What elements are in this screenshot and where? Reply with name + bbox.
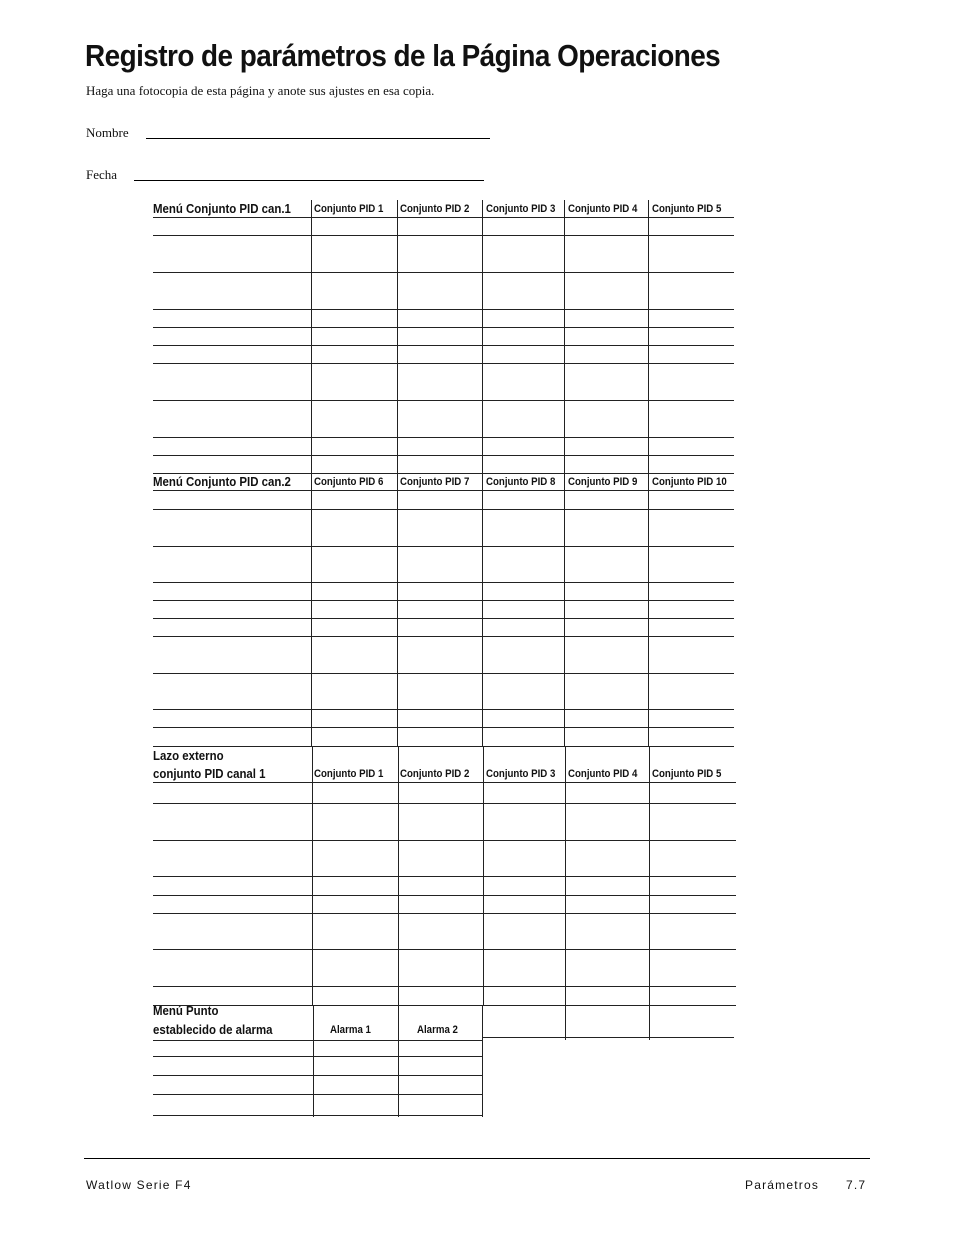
grid-column-line xyxy=(398,1005,399,1117)
grid-row-line xyxy=(153,1094,482,1095)
grid-row-line xyxy=(153,309,734,310)
section1-label: Menú Conjunto PID can.1 xyxy=(153,201,291,216)
footer-rule xyxy=(84,1158,870,1159)
grid-column-line xyxy=(564,200,565,473)
grid-column-line xyxy=(398,747,399,1005)
grid-row-line xyxy=(153,1056,482,1057)
grid-column-line xyxy=(482,473,483,747)
grid-row-line xyxy=(153,235,734,236)
grid-column-line xyxy=(397,200,398,473)
section2-col-5: Conjunto PID 10 xyxy=(652,476,727,488)
section1-col-2: Conjunto PID 2 xyxy=(400,203,470,215)
grid-row-line xyxy=(153,327,734,328)
grid-row-line xyxy=(153,1075,482,1076)
date-field-line[interactable] xyxy=(134,180,484,181)
section3-col-1: Conjunto PID 1 xyxy=(314,768,384,780)
grid-row-line xyxy=(153,272,734,273)
section3-label-line2: conjunto PID canal 1 xyxy=(153,766,266,781)
instructions-text: Haga una fotocopia de esta página y anote sus ajustes en esa copia. xyxy=(86,83,435,98)
grid-column-line xyxy=(312,747,313,1005)
grid-row-line xyxy=(153,746,734,747)
grid-column-line xyxy=(311,200,312,473)
grid-row-line xyxy=(153,546,734,547)
grid-column-line xyxy=(649,1005,650,1040)
grid-row-line xyxy=(153,473,734,474)
grid-column-line xyxy=(482,1005,483,1117)
section1-col-4: Conjunto PID 4 xyxy=(568,203,638,215)
grid-row-line xyxy=(153,727,734,728)
grid-row-line xyxy=(153,709,734,710)
grid-column-line xyxy=(565,747,566,1005)
grid-column-line xyxy=(565,1005,566,1040)
section3-col-5: Conjunto PID 5 xyxy=(652,768,722,780)
grid-row-line xyxy=(153,636,734,637)
section1-col-3: Conjunto PID 3 xyxy=(486,203,556,215)
grid-row-line xyxy=(153,509,734,510)
section4-col-1: Alarma 1 xyxy=(330,1024,371,1036)
grid-row-line xyxy=(153,600,734,601)
grid-column-line xyxy=(483,747,484,1005)
section4-label-line1: Menú Punto xyxy=(153,1003,219,1018)
grid-row-line xyxy=(482,1037,734,1038)
grid-column-line xyxy=(482,200,483,473)
grid-column-line xyxy=(564,473,565,747)
section2-col-3: Conjunto PID 8 xyxy=(486,476,556,488)
grid-row-line xyxy=(153,437,734,438)
section3-label-line1: Lazo externo xyxy=(153,748,224,763)
section2-label: Menú Conjunto PID can.2 xyxy=(153,474,291,489)
section3-col-4: Conjunto PID 4 xyxy=(568,768,638,780)
section4-label-line2: establecido de alarma xyxy=(153,1022,273,1037)
section1-col-1: Conjunto PID 1 xyxy=(314,203,384,215)
name-field-line[interactable] xyxy=(146,138,490,139)
grid-row-line xyxy=(153,582,734,583)
grid-row-line xyxy=(153,618,734,619)
grid-column-line xyxy=(397,473,398,747)
grid-row-line xyxy=(153,490,734,491)
section2-col-1: Conjunto PID 6 xyxy=(314,476,384,488)
grid-column-line xyxy=(313,1005,314,1117)
date-label: Fecha xyxy=(86,167,118,182)
grid-column-line xyxy=(648,473,649,747)
grid-row-line xyxy=(153,217,734,218)
footer-left: Watlow Serie F4 xyxy=(86,1178,192,1192)
grid-column-line xyxy=(649,747,650,1005)
section3-col-3: Conjunto PID 3 xyxy=(486,768,556,780)
section2-col-4: Conjunto PID 9 xyxy=(568,476,638,488)
footer-section: Parámetros xyxy=(745,1178,820,1192)
grid-row-line xyxy=(153,455,734,456)
section3-col-2: Conjunto PID 2 xyxy=(400,768,470,780)
section2-col-2: Conjunto PID 7 xyxy=(400,476,470,488)
name-label: Nombre xyxy=(86,125,129,140)
grid-row-line xyxy=(153,673,734,674)
grid-row-line xyxy=(153,363,734,364)
grid-row-line xyxy=(153,1040,482,1041)
grid-column-line xyxy=(311,473,312,747)
grid-row-line xyxy=(153,400,734,401)
grid-row-line xyxy=(153,1115,482,1116)
section4-col-2: Alarma 2 xyxy=(417,1024,458,1036)
grid-column-line xyxy=(648,200,649,473)
section1-col-5: Conjunto PID 5 xyxy=(652,203,722,215)
page-title: Registro de parámetros de la Página Operaciones xyxy=(85,38,721,73)
grid-row-line xyxy=(153,345,734,346)
footer-page-number: 7.7 xyxy=(846,1178,867,1192)
